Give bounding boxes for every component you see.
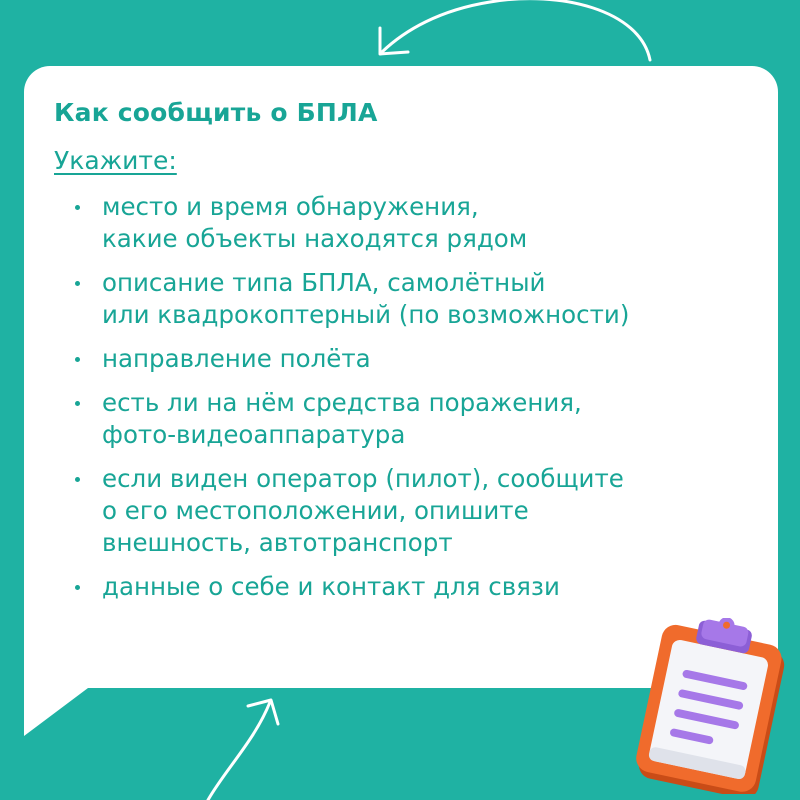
bottom-curved-arrow-icon	[208, 700, 278, 800]
list-item	[54, 343, 750, 375]
top-curved-arrow-icon	[380, 0, 650, 60]
list-item-line: о его местоположении, опишите	[102, 496, 529, 525]
list-item	[54, 191, 750, 255]
bullet-icon	[75, 401, 80, 406]
list-item-line: если виден оператор (пилот), сообщите	[102, 464, 624, 493]
list-item-line: внешность, автотранспорт	[102, 528, 453, 557]
bullet-icon	[75, 281, 80, 286]
info-card	[24, 66, 778, 688]
list-item	[54, 463, 750, 559]
list-item-line: есть ли на нём средства поражения,	[102, 388, 582, 417]
bullet-icon	[75, 477, 80, 482]
list-item	[54, 267, 750, 331]
list-item-line: или квадрокоптерный (по возможности)	[102, 300, 630, 329]
list-item-line: фото-видеоаппаратура	[102, 420, 406, 449]
clipboard-icon	[626, 618, 798, 794]
list-item	[54, 571, 750, 603]
bullet-icon	[75, 357, 80, 362]
bullet-icon	[75, 205, 80, 210]
list-item-line: описание типа БПЛА, самолётный	[102, 268, 546, 297]
list-item-line: место и время обнаружения,	[102, 192, 479, 221]
list-item	[54, 387, 750, 451]
requirements-list	[54, 191, 750, 603]
bullet-icon	[75, 585, 80, 590]
instruction-label: Укажите:	[54, 146, 177, 175]
list-item-line: какие объекты находятся рядом	[102, 224, 528, 253]
list-item-line: данные о себе и контакт для связи	[102, 572, 560, 601]
page-title: Как сообщить о БПЛА	[54, 98, 378, 127]
list-item-line: направление полёта	[102, 344, 371, 373]
